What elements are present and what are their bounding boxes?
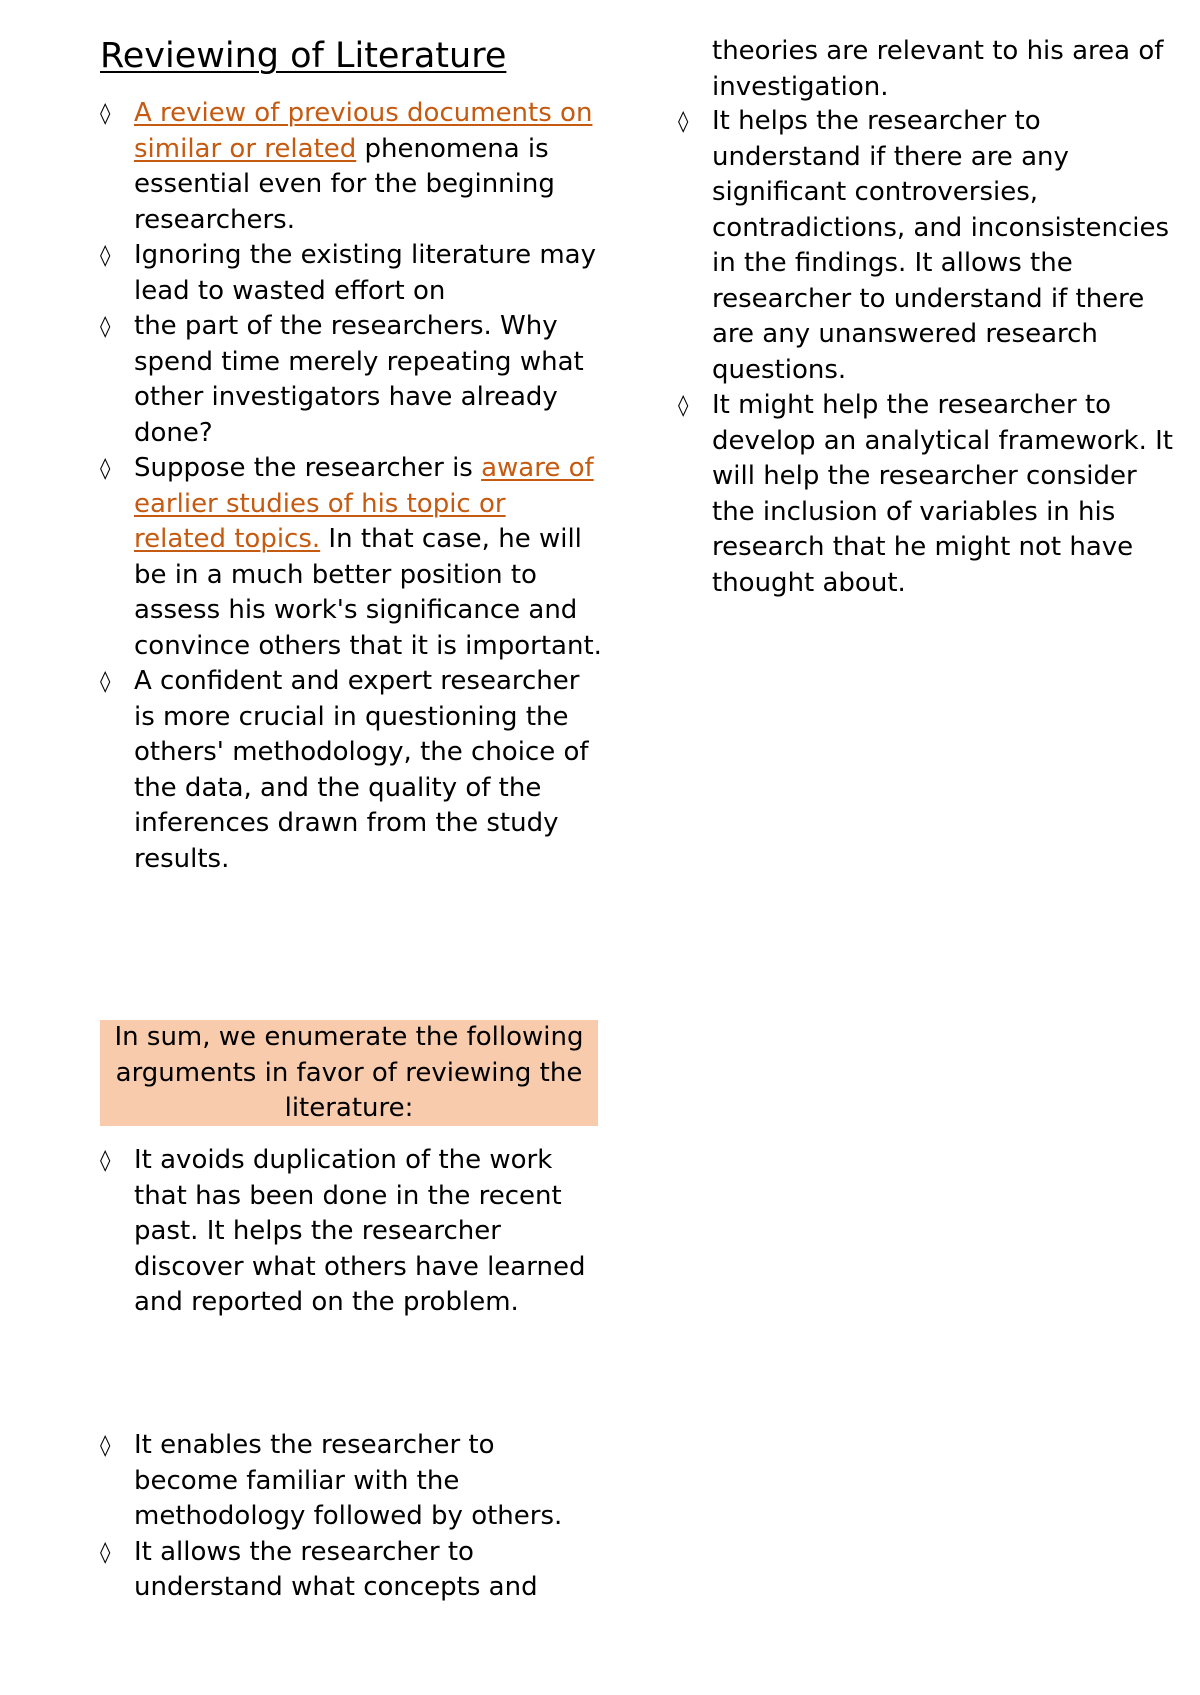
bullet-list-arguments-1 bbox=[100, 1143, 605, 1321]
diamond-bullet-icon: ◊ bbox=[678, 109, 689, 133]
list-item bbox=[100, 96, 605, 238]
list-item bbox=[100, 664, 605, 877]
bullet-list-arguments-3 bbox=[678, 104, 1183, 601]
item-text: It avoids duplication of the work that has been done in the recent past. It helps the researcher discover what others have learned and reported on the problem. bbox=[134, 1145, 586, 1317]
list-item bbox=[100, 1535, 605, 1606]
highlighted-text: A review of previous documents on similar or related bbox=[134, 98, 593, 164]
diamond-bullet-icon: ◊ bbox=[100, 1539, 111, 1564]
list-item bbox=[100, 309, 605, 451]
diamond-bullet-icon: ◊ bbox=[100, 456, 111, 480]
item-text: It enables the researcher to become familiar with the methodology followed by others. bbox=[134, 1430, 563, 1531]
continued-text: theories are relevant to his area of investigation. bbox=[712, 36, 1164, 102]
bullet-list-intro bbox=[100, 96, 605, 877]
diamond-bullet-icon: ◊ bbox=[100, 243, 111, 267]
item-text: the part of the researchers. Why spend time merely repeating what other investigators have already done? bbox=[134, 311, 584, 448]
item-text: Ignoring the existing literature may lead to wasted effort on bbox=[134, 240, 596, 306]
diamond-bullet-icon: ◊ bbox=[100, 669, 111, 693]
list-item bbox=[100, 451, 605, 664]
item-text-prefix: Suppose the researcher is bbox=[134, 453, 482, 483]
list-item bbox=[678, 388, 1183, 601]
diamond-bullet-icon: ◊ bbox=[678, 393, 689, 417]
summary-callout: In sum, we enumerate the following arguments in favor of reviewing the literature: bbox=[100, 1020, 598, 1126]
item-text: phenomena is essential even for the beginning researchers. bbox=[134, 133, 555, 235]
page-title: Reviewing of Literature bbox=[100, 36, 507, 76]
item-text: It allows the researcher to understand what concepts and bbox=[134, 1536, 538, 1602]
diamond-bullet-icon: ◊ bbox=[100, 1433, 111, 1457]
item-text: It helps the researcher to understand if there are any significant controversies, contradictions, and inconsistencies in the findings. It allows the researcher to understand if there are any unanswered research questions. bbox=[712, 106, 1170, 385]
list-item bbox=[100, 1143, 605, 1321]
item-text: It might help the researcher to develop an analytical framework. It will help the researcher consider the inclusion of variables in his research that he might not have thought about. bbox=[712, 390, 1173, 598]
item-text: In that case, he will be in a much better position to assess his work's significance and convince others that it is important. bbox=[134, 524, 602, 661]
diamond-bullet-icon: ◊ bbox=[100, 101, 111, 125]
highlighted-text: aware of earlier studies of his topic or related topics. bbox=[134, 453, 594, 554]
diamond-bullet-icon: ◊ bbox=[100, 1148, 111, 1172]
list-item bbox=[678, 104, 1183, 388]
list-item bbox=[100, 1428, 605, 1535]
diamond-bullet-icon: ◊ bbox=[100, 314, 111, 338]
item-text: A confident and expert researcher is more crucial in questioning the others' methodology, the choice of the data, and the quality of the inferences drawn from the study results. bbox=[134, 666, 589, 874]
list-item bbox=[100, 238, 605, 309]
bullet-list-arguments-2 bbox=[100, 1428, 605, 1606]
